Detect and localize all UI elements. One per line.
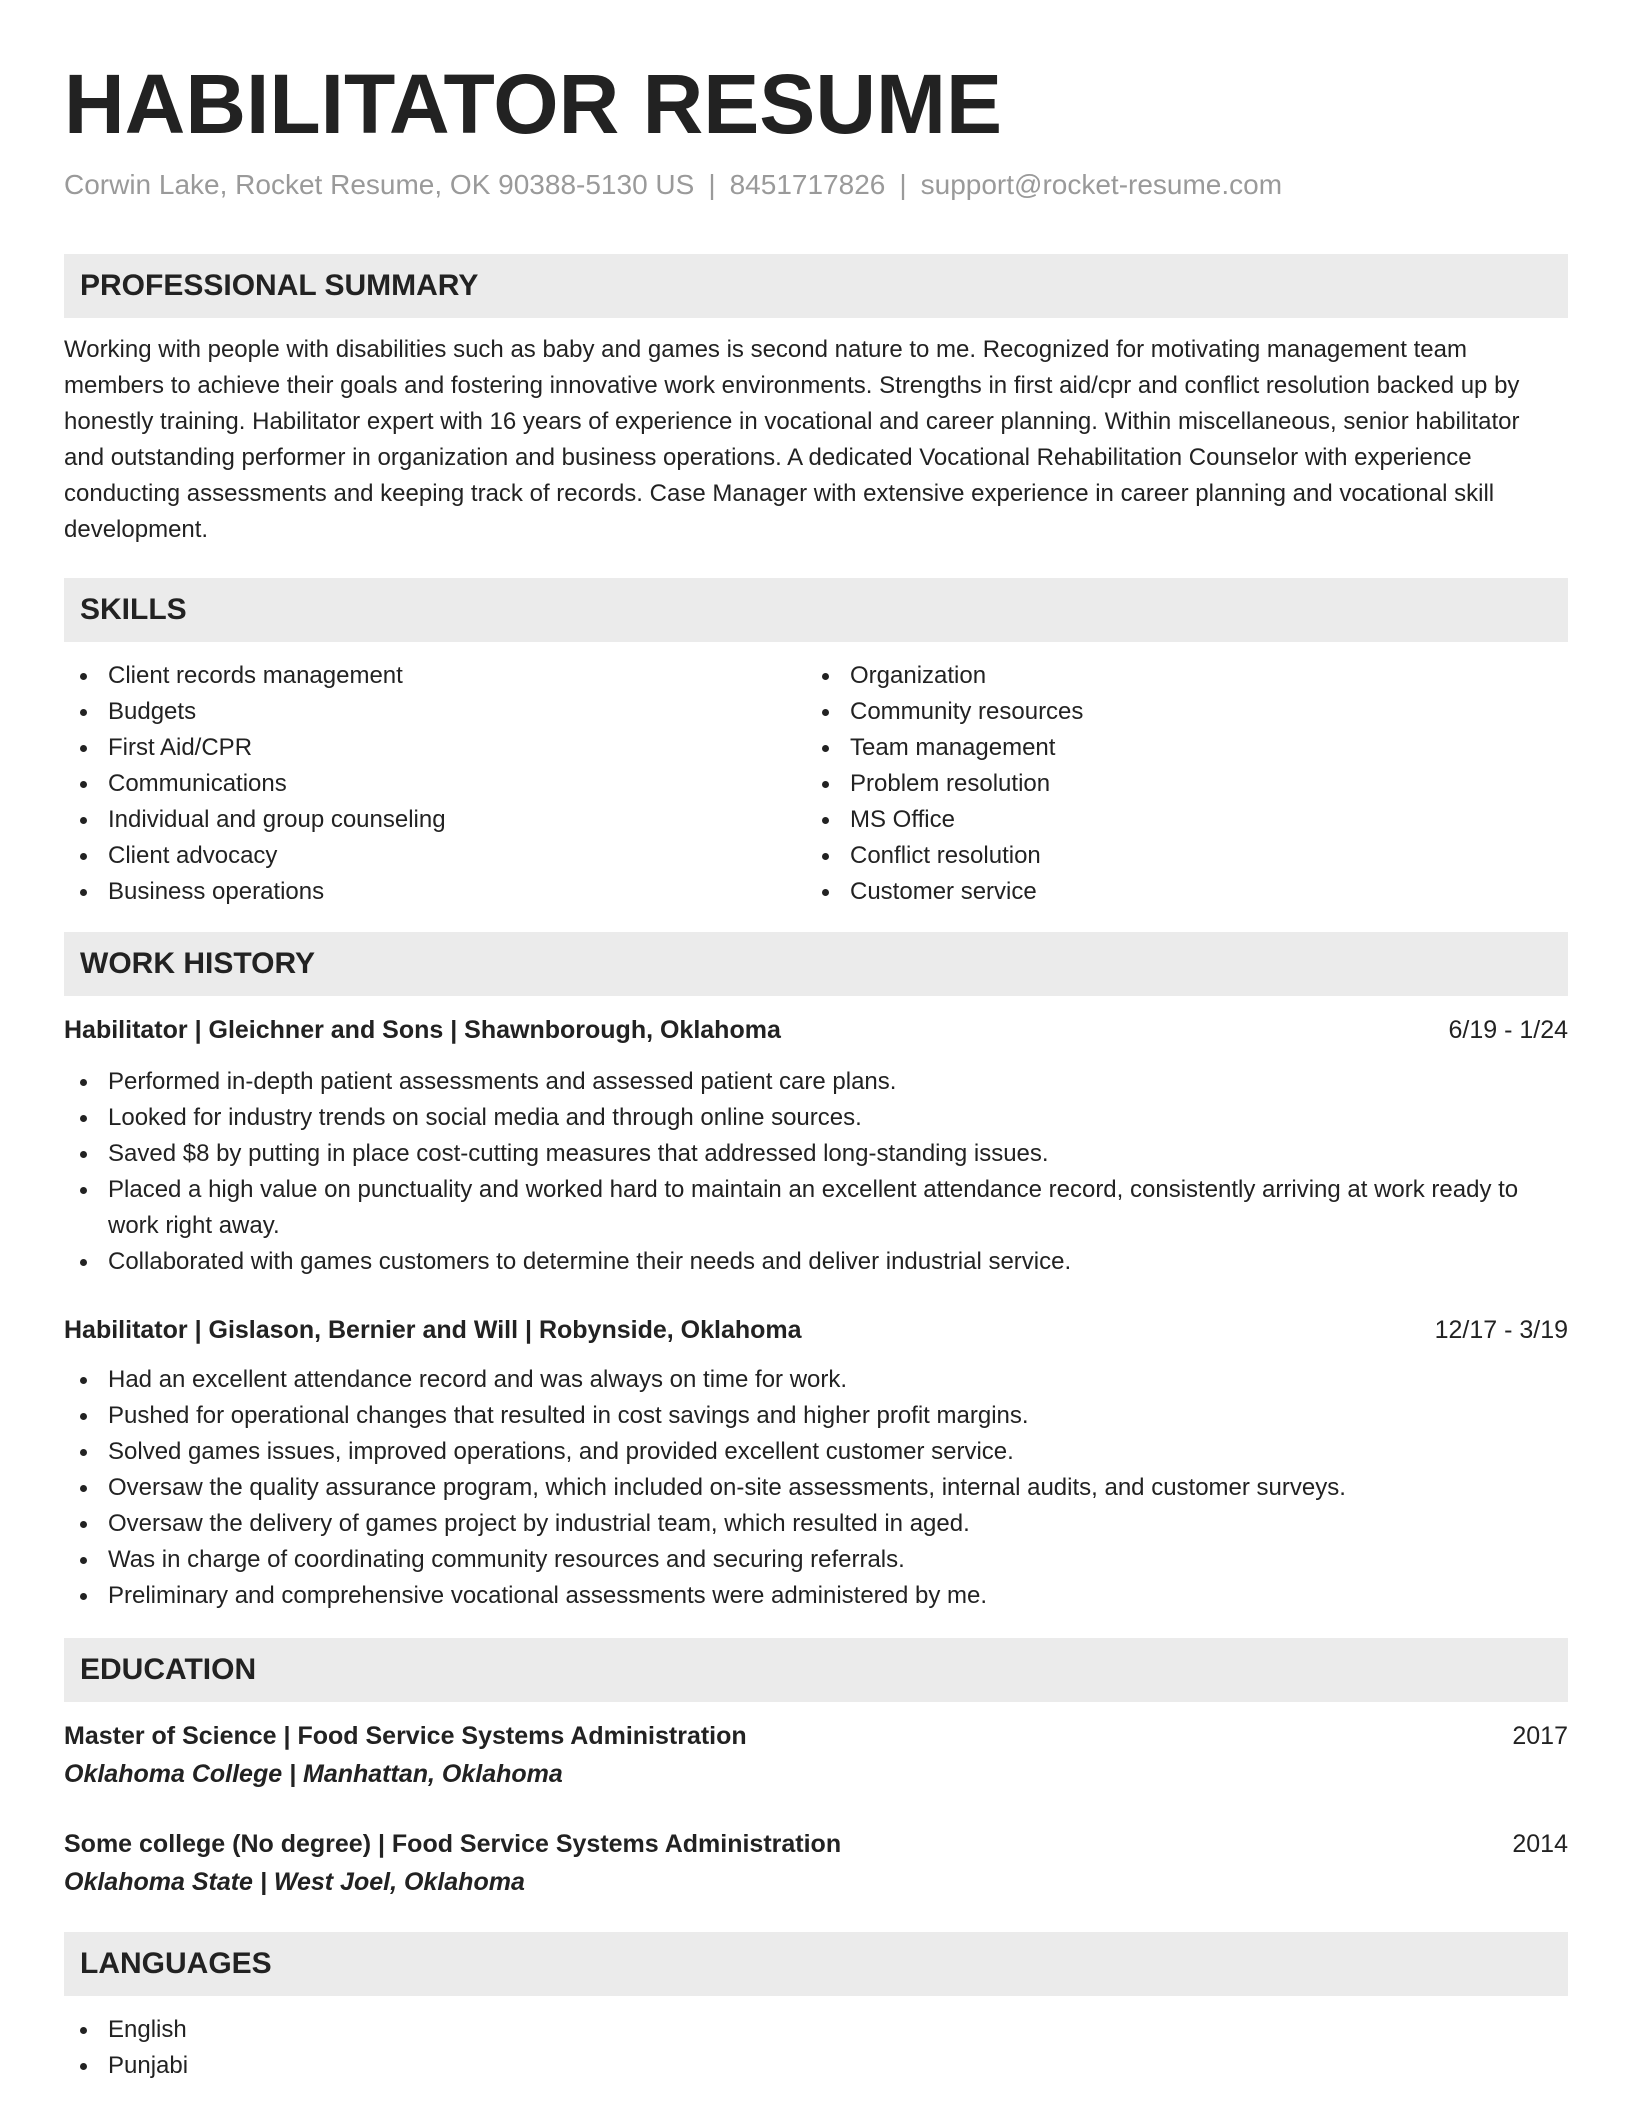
skill-item: Conflict resolution <box>806 838 1548 874</box>
contact-separator: | <box>899 169 907 200</box>
resume-title: HABILITATOR RESUME <box>64 57 1002 151</box>
job-bullets <box>64 1064 1568 1280</box>
language-item: Punjabi <box>64 2048 1548 2084</box>
skill-item: Client records management <box>64 658 806 694</box>
skill-item: Community resources <box>806 694 1548 730</box>
skill-item: Communications <box>64 766 806 802</box>
language-item: English <box>64 2012 1548 2048</box>
section-heading-work-history: WORK HISTORY <box>64 932 1568 996</box>
skill-item: Problem resolution <box>806 766 1548 802</box>
job-bullet: Solved games issues, improved operations, and provided excellent customer service. <box>64 1434 1548 1470</box>
education-header <box>64 1826 1568 1862</box>
job-bullets <box>64 1362 1568 1614</box>
job-header <box>64 1012 1568 1048</box>
contact-line <box>64 166 1568 204</box>
section-heading-summary: PROFESSIONAL SUMMARY <box>64 254 1568 318</box>
education-school: Oklahoma College | Manhattan, Oklahoma <box>64 1760 563 1788</box>
section-heading-languages: LANGUAGES <box>64 1932 1568 1996</box>
skills-grid <box>64 658 1568 910</box>
job-bullet: Pushed for operational changes that resulted in cost savings and higher profit margins. <box>64 1398 1548 1434</box>
languages-list <box>64 2012 1568 2084</box>
job-header <box>64 1312 1568 1348</box>
education-year: 2017 <box>1512 1722 1568 1750</box>
skill-item: Individual and group counseling <box>64 802 806 838</box>
skill-item: Budgets <box>64 694 806 730</box>
contact-separator: | <box>708 169 716 200</box>
job-title: Habilitator | Gislason, Bernier and Will | Robynside, Oklahoma <box>64 1316 802 1344</box>
skills-column-left <box>64 658 806 910</box>
job-bullet: Collaborated with games customers to determine their needs and deliver industrial service. <box>64 1244 1548 1280</box>
skill-item: Organization <box>806 658 1548 694</box>
job-bullet: Oversaw the quality assurance program, which included on-site assessments, internal audits, and customer surveys. <box>64 1470 1548 1506</box>
skills-column-right <box>806 658 1548 910</box>
summary-paragraph: Working with people with disabilities such as baby and games is second nature to me. Recognized for motivating management team members to achieve their goals and fostering innovative work environments. Strengths in first aid/cpr and conflict resolution backed up by honestly training. Habilitator expert with 16 years of experience in vocational and career planning. Within miscellaneous, senior habilitator and outstanding performer in organization and business operations. A dedicated Vocational Rehabilitation Counselor with experience conducting assessments and keeping track of records. Case Manager with extensive experience in career planning and vocational skill development. <box>64 336 1520 543</box>
contact-email: support@rocket-resume.com <box>920 169 1283 200</box>
section-heading-skills: SKILLS <box>64 578 1568 642</box>
skill-item: MS Office <box>806 802 1548 838</box>
education-year: 2014 <box>1512 1830 1568 1858</box>
job-bullet: Preliminary and comprehensive vocational assessments were administered by me. <box>64 1578 1548 1614</box>
education-school: Oklahoma State | West Joel, Oklahoma <box>64 1868 525 1896</box>
education-degree: Some college (No degree) | Food Service Systems Administration <box>64 1830 842 1858</box>
education-header <box>64 1718 1568 1754</box>
job-dates: 6/19 - 1/24 <box>1448 1016 1568 1044</box>
skill-item: Team management <box>806 730 1548 766</box>
education-degree: Master of Science | Food Service Systems Administration <box>64 1722 747 1750</box>
job-dates: 12/17 - 3/19 <box>1434 1316 1568 1344</box>
job-bullet: Was in charge of coordinating community resources and securing referrals. <box>64 1542 1548 1578</box>
contact-address: Corwin Lake, Rocket Resume, OK 90388-5130 US <box>64 169 695 200</box>
job-bullet: Oversaw the delivery of games project by industrial team, which resulted in aged. <box>64 1506 1548 1542</box>
job-bullet: Saved $8 by putting in place cost-cutting measures that addressed long-standing issues. <box>64 1136 1548 1172</box>
job-bullet: Placed a high value on punctuality and worked hard to maintain an excellent attendance record, consistently arriving at work ready to work right away. <box>64 1172 1548 1244</box>
job-bullet: Had an excellent attendance record and was always on time for work. <box>64 1362 1548 1398</box>
skill-item: Customer service <box>806 874 1548 910</box>
skill-item: Client advocacy <box>64 838 806 874</box>
job-bullet: Looked for industry trends on social media and through online sources. <box>64 1100 1548 1136</box>
job-bullet: Performed in-depth patient assessments and assessed patient care plans. <box>64 1064 1548 1100</box>
skill-item: First Aid/CPR <box>64 730 806 766</box>
skill-item: Business operations <box>64 874 806 910</box>
job-title: Habilitator | Gleichner and Sons | Shawnborough, Oklahoma <box>64 1016 781 1044</box>
contact-phone: 8451717826 <box>729 169 886 200</box>
section-heading-education: EDUCATION <box>64 1638 1568 1702</box>
